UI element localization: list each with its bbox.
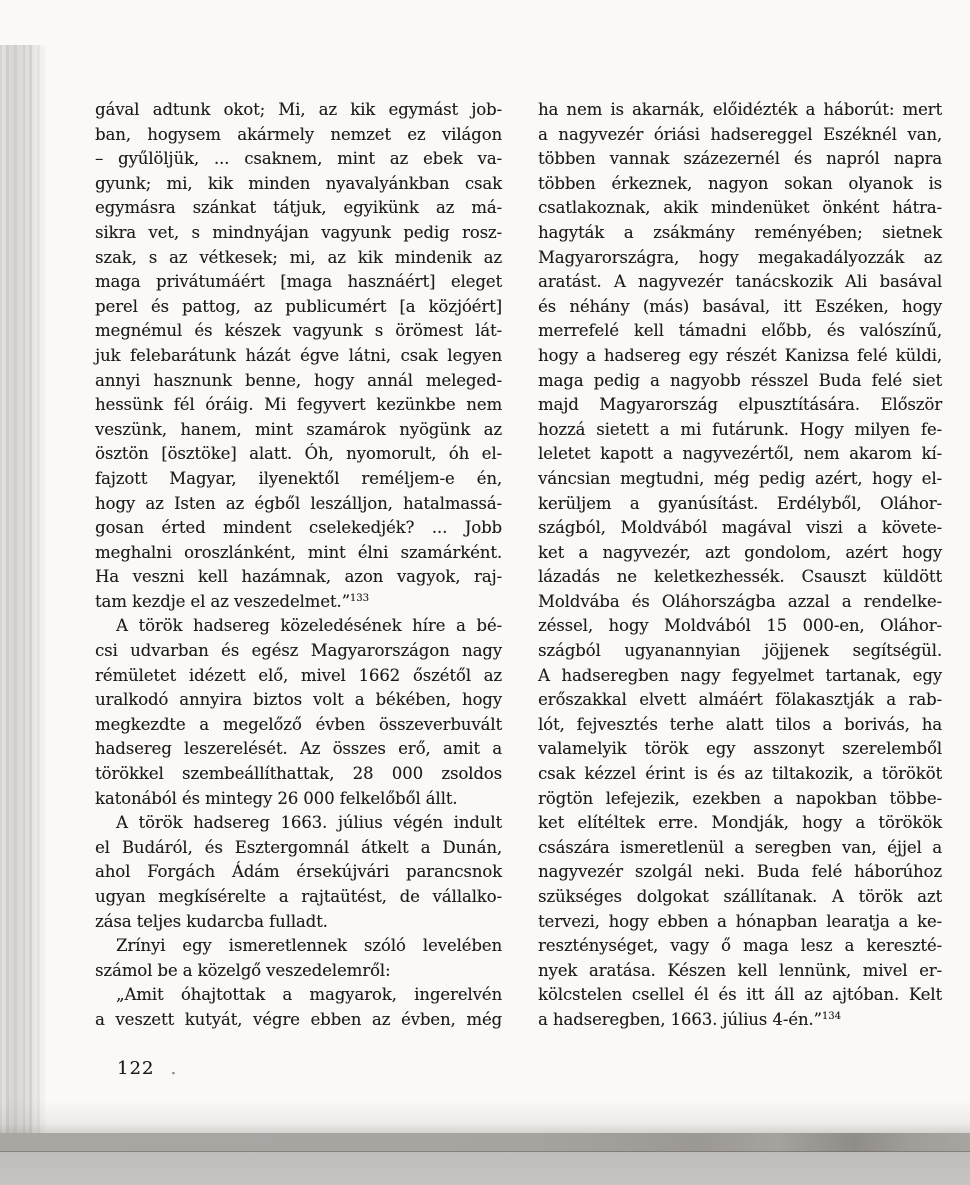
- text-line: majd Magyarország elpusztítására. Először: [538, 395, 942, 415]
- text-line: megnémul és készek vagyunk s örömest lát-: [95, 321, 502, 341]
- text-line: maga privátumáért [maga hasznáért] eleget: [95, 272, 502, 292]
- text-line: és néhány (más) basával, itt Eszéken, hogy: [538, 296, 942, 316]
- text-line: többen vannak százezernél és napról napra: [538, 149, 942, 169]
- text-line: sikra vet, s mindnyájan vagyunk pedig rosz-: [95, 222, 502, 242]
- text-line: aratást. A nagyvezér tanácskozik Ali basával: [538, 272, 942, 292]
- text-line: annyi hasznunk benne, hogy annál meleged-: [95, 370, 502, 390]
- footnote-reference: 133: [349, 592, 369, 604]
- text-line: csak kézzel érint is és az tiltakozik, a törököt: [538, 764, 942, 784]
- text-line: császára ismeretlenül a seregben van, éjjel a: [538, 837, 942, 857]
- text-line: nyek aratása. Készen kell lennünk, mivel er-: [538, 960, 942, 980]
- text-column-left: [95, 98, 502, 1033]
- text-line: valamelyik török egy asszonyt szerelemből: [538, 739, 942, 759]
- text-line: zéssel, hogy Moldvából 15 000-en, Oláhor-: [538, 616, 942, 636]
- text-line: megkezdte a megelőző évben összeverbuvált: [95, 714, 502, 734]
- text-line: leletet kapott a nagyvezértől, nem akarom kí-: [538, 444, 942, 464]
- text-line: meghalni oroszlánként, mint élni szamárként.: [95, 542, 502, 562]
- text-line: maga pedig a nagyobb résszel Buda felé siet: [538, 370, 942, 390]
- text-line: „Amit óhajtottak a magyarok, ingerelvén: [116, 985, 502, 1005]
- page-edge-gutter: [0, 45, 46, 1133]
- text-line: gyunk; mi, kik minden nyavalyánkban csak: [95, 173, 502, 193]
- text-line: szágból, Moldvából magával viszi a követe-: [538, 518, 942, 538]
- text-line: lázadás ne keletkezhessék. Csauszt küldött: [538, 567, 942, 587]
- text-line: zása teljes kudarcba fulladt.: [95, 911, 328, 931]
- text-line: kölcstelen csellel él és itt áll az ajtóban. Kelt: [538, 985, 942, 1005]
- text-line: ugyan megkísérelte a rajtaütést, de vállalko-: [95, 887, 502, 906]
- text-line: a nagyvezér óriási hadsereggel Eszéknél van,: [538, 124, 942, 144]
- text-line: számol be a közelgő veszedelemről:: [95, 960, 391, 980]
- text-line: A török hadsereg közeledésének híre a bé-: [116, 616, 502, 636]
- text-line: tervezi, hogy ebben a hónapban learatja a ke-: [538, 911, 942, 931]
- text-line: csatlakoznak, akik mindenüket önként hátra-: [538, 198, 942, 218]
- text-line: el Budáról, és Esztergomnál átkelt a Dunán,: [95, 837, 502, 857]
- text-line: A hadseregben nagy fegyelmet tartanak, egy: [538, 665, 942, 685]
- text-column-right: [538, 98, 942, 1033]
- text-line: egymásra szánkat tátjuk, egyikünk az má-: [95, 198, 502, 218]
- text-line: rémületet idézett elő, mivel 1662 őszétől az: [95, 665, 502, 685]
- text-line: rögtön lefejezik, ezekben a napokban többe-: [538, 788, 942, 808]
- text-line: A török hadsereg 1663. július végén indult: [116, 813, 502, 833]
- desk-surface: [0, 1152, 970, 1185]
- text-line: nagyvezér szolgál neki. Buda felé háborúhoz: [538, 862, 942, 882]
- text-line: gával adtunk okot; Mi, az kik egymást job-: [95, 100, 502, 119]
- text-line: hogy az Isten az égből leszálljon, hatalmassá-: [95, 493, 502, 513]
- footnote-reference: 134: [821, 1010, 841, 1022]
- text-line: Magyarországra, hogy megakadályozzák az: [538, 247, 942, 267]
- text-line: törökkel szembeállíthattak, 28 000 zsoldos: [95, 764, 502, 784]
- text-line: – gyűlöljük, ... csaknem, mint az ebek va-: [95, 149, 502, 169]
- text-line: szak, s az vétkesek; mi, az kik mindenik az: [95, 247, 502, 267]
- text-line: erőszakkal elvett almáért fölakasztják a rab-: [538, 690, 942, 710]
- text-line: hessünk fél óráig. Mi fegyvert kezünkbe nem: [95, 395, 502, 415]
- text-line: merrefelé kell támadni előbb, és valószínű,: [538, 321, 942, 341]
- text-line: Ha veszni kell hazámnak, azon vagyok, raj-: [95, 567, 502, 587]
- text-line: ban, hogysem akármely nemzet ez világon: [95, 124, 502, 144]
- text-line: ket elítéltek erre. Mondják, hogy a törökök: [538, 813, 942, 833]
- text-line: Zrínyi egy ismeretlennek szóló levelében: [116, 936, 502, 956]
- text-line: többen érkeznek, nagyon sokan olyanok is: [538, 173, 942, 193]
- text-line: kerüljem a gyanúsítást. Erdélyből, Oláhor-: [538, 493, 942, 513]
- text-line: hozzá sietett a mi futárunk. Hogy milyen fe-: [538, 419, 942, 439]
- text-line: csi udvarban és egész Magyarországon nagy: [95, 641, 502, 661]
- text-line: ösztön [ösztöke] alatt. Óh, nyomorult, óh el-: [95, 444, 502, 464]
- text-line: lót, fejvesztés terhe alatt tilos a borivás, ha: [538, 714, 942, 734]
- text-line: ahol Forgách Ádám érsekújvári parancsnok: [95, 862, 502, 882]
- text-line: tam kezdje el az veszedelmet.”$^{133}$: [95, 591, 369, 611]
- page-bottom-shadow: [0, 1100, 970, 1133]
- text-line: ha nem is akarnák, előidézték a háborút: mert: [538, 100, 942, 119]
- page-number-value: 122: [117, 1058, 155, 1079]
- text-line: katonából és mintegy 26 000 felkelőből állt.: [95, 788, 458, 808]
- text-line: szágból ugyanannyian jöjjenek segítségül.: [538, 641, 942, 661]
- text-line: a veszett kutyát, végre ebben az évben, még: [95, 1009, 502, 1029]
- page-number: [117, 1058, 176, 1079]
- text-line: perel és pattog, az publicumért [a közjóért]: [95, 296, 502, 316]
- text-line: reszténységet, vagy ő maga lesz a kereszté-: [538, 936, 942, 956]
- text-line: uralkodó annyira biztos volt a békében, hogy: [95, 690, 502, 710]
- page-edge-line: [0, 1133, 970, 1152]
- text-line: gosan érted mindent cselekedjék? ... Jobb: [95, 518, 502, 538]
- text-line: szükséges dolgokat szállítanak. A török azt: [538, 887, 942, 906]
- text-line: váncsian megtudni, még pedig azért, hogy el-: [538, 468, 942, 488]
- text-line: juk felebarátunk házát égve látni, csak legyen: [95, 345, 502, 365]
- text-line: ket a nagyvezér, azt gondolom, azért hogy: [538, 542, 942, 562]
- page-number-dot: .: [170, 1058, 177, 1079]
- text-line: a hadseregben, 1663. július 4-én.”$^{134}$: [538, 1009, 841, 1029]
- text-line: hadsereg leszerelését. Az összes erő, amit a: [95, 739, 502, 759]
- text-line: hagyták a zsákmány reményében; sietnek: [538, 222, 942, 242]
- text-line: fajzott Magyar, ilyenektől reméljem-e én,: [95, 468, 502, 488]
- text-line: Moldvába és Oláhországba azzal a rendelke-: [538, 591, 942, 611]
- text-line: veszünk, hanem, mint szamárok nyögünk az: [95, 419, 502, 439]
- text-line: hogy a hadsereg egy részét Kanizsa felé küldi,: [538, 345, 942, 365]
